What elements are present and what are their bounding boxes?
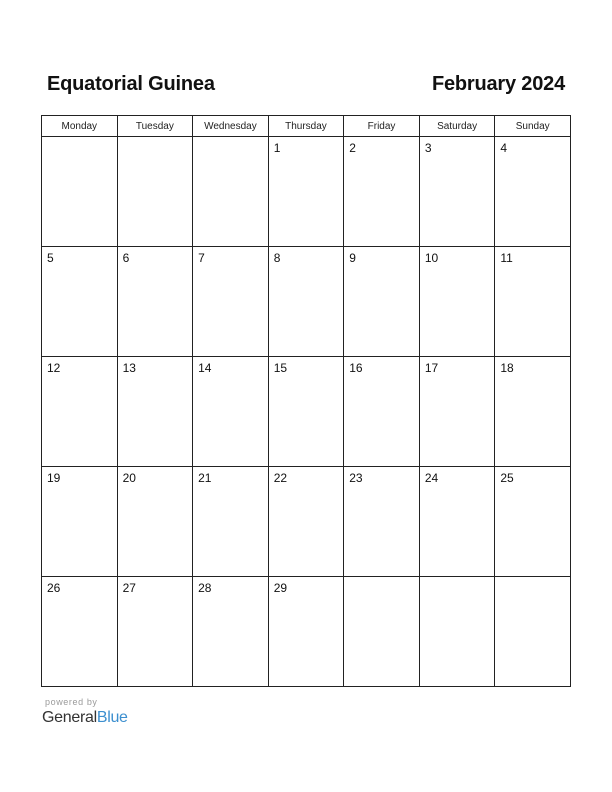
day-number: 21 [198,471,212,485]
day-cell [344,247,420,357]
day-number: 8 [273,251,281,265]
day-number: 1 [273,141,281,155]
day-cell [419,467,495,577]
day-cell [344,137,420,247]
day-number [193,137,268,141]
day-cell [344,577,420,687]
day-cell [495,357,571,467]
weekday-header: Saturday [419,116,495,137]
day-number: 23 [349,471,363,485]
day-cell [268,467,344,577]
day-cell [117,357,193,467]
generalblue-logo[interactable] [42,708,128,728]
day-cell [268,357,344,467]
day-number: 11 [500,251,513,265]
day-number: 28 [198,581,212,595]
weekday-header: Thursday [268,116,344,137]
day-cell [193,247,269,357]
day-number: 12 [47,361,61,375]
day-number: 22 [273,471,288,485]
day-number: 26 [47,581,61,595]
day-number: 4 [500,141,508,155]
week-row [42,137,571,247]
weekday-header-row [42,116,571,137]
day-number: 19 [47,471,61,485]
weekday-header: Wednesday [193,116,269,137]
week-row [42,577,571,687]
day-cell [495,247,571,357]
day-cell [268,137,344,247]
week-row [42,247,571,357]
day-number [420,577,495,581]
day-number: 14 [198,361,212,375]
day-number [495,577,570,581]
day-cell [268,247,344,357]
day-number [118,137,193,141]
day-cell [42,137,118,247]
day-number: 20 [122,471,136,485]
week-row [42,467,571,577]
day-cell [117,467,193,577]
day-number: 25 [500,471,514,485]
day-cell [419,137,495,247]
day-cell [268,577,344,687]
month-title: February 2024 [431,73,565,95]
weekday-header: Sunday [495,116,571,137]
day-number: 18 [500,361,514,375]
day-number: 6 [122,251,130,265]
day-cell [193,577,269,687]
day-cell [495,577,571,687]
day-number: 16 [349,361,363,375]
day-cell [193,467,269,577]
day-number: 7 [198,251,205,265]
day-number [42,137,117,141]
day-number: 5 [47,251,54,265]
day-number: 29 [273,581,288,595]
day-cell [117,137,193,247]
weekday-header: Friday [344,116,420,137]
day-cell [419,357,495,467]
day-cell [42,577,118,687]
day-number: 2 [349,141,356,155]
day-cell [117,247,193,357]
day-cell [419,247,495,357]
calendar-grid [41,115,571,687]
day-number: 3 [424,141,432,155]
weekday-header: Tuesday [117,116,193,137]
logo-text-blue: Blue [96,709,128,726]
week-row [42,357,571,467]
day-cell [495,467,571,577]
day-cell [42,467,118,577]
day-number: 17 [424,361,439,375]
weekday-header: Monday [42,116,118,137]
day-number: 15 [273,361,288,375]
day-cell [419,577,495,687]
logo-text-general: General [42,709,97,726]
day-cell [193,137,269,247]
day-number: 13 [122,361,136,375]
day-number: 27 [122,581,136,595]
day-number: 24 [424,471,439,485]
powered-by-label: powered by [45,697,98,707]
day-cell [42,247,118,357]
day-cell [117,577,193,687]
day-cell [495,137,571,247]
day-number [344,577,419,581]
day-cell [344,357,420,467]
day-cell [344,467,420,577]
day-number: 9 [349,251,356,265]
country-title: Equatorial Guinea [47,73,215,95]
day-number: 10 [424,251,439,265]
day-cell [193,357,269,467]
day-cell [42,357,118,467]
